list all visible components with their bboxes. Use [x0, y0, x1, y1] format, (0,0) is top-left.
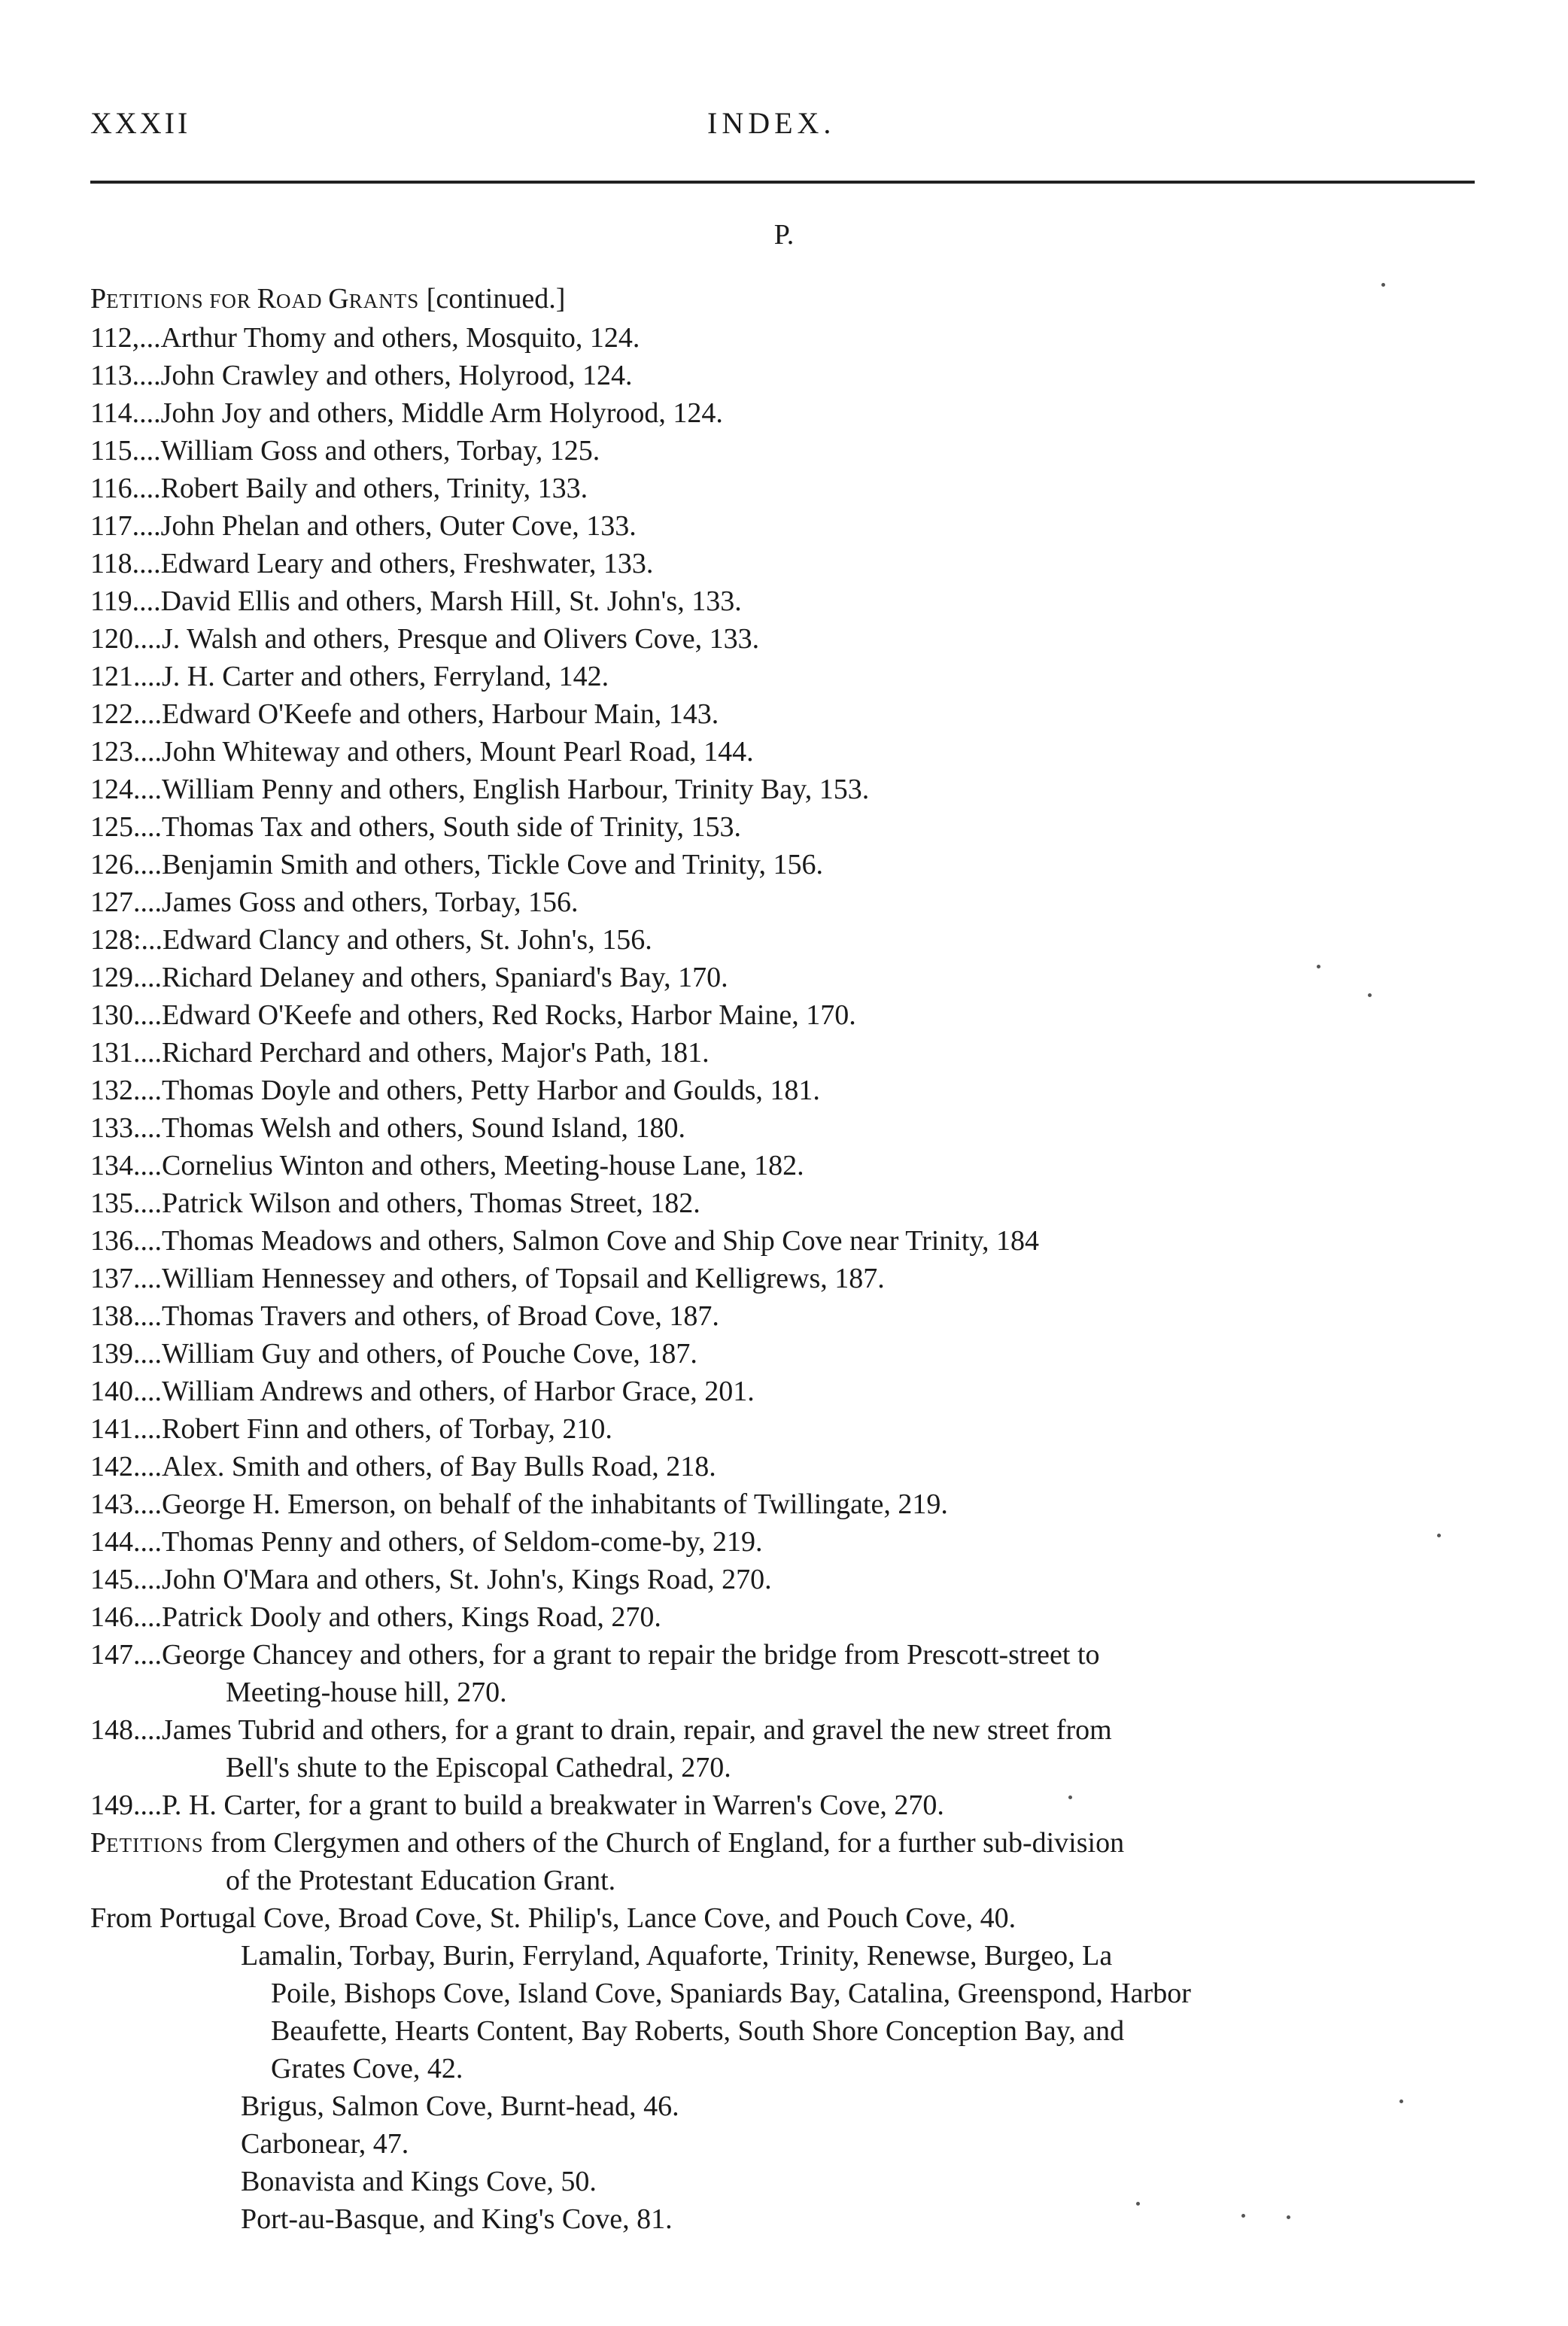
print-speck	[1136, 2202, 1140, 2206]
from-entry-continuation: Grates Cove, 42.	[271, 2053, 463, 2084]
index-entry: 116....Robert Baily and others, Trinity, 133.	[90, 473, 588, 504]
index-entry: 124....William Penny and others, English Harbour, Trinity Bay, 153.	[90, 774, 870, 805]
index-entry: 137....William Hennessey and others, of Topsail and Kelligrews, 187.	[90, 1263, 885, 1294]
from-entry: Lamalin, Torbay, Burin, Ferryland, Aquaforte, Trinity, Renewse, Burgeo, La	[241, 1940, 1113, 1972]
index-entry: 127....James Goss and others, Torbay, 156.	[90, 886, 579, 918]
print-speck	[1399, 2099, 1403, 2103]
index-entry: 112,...Arthur Thomy and others, Mosquito, 124.	[90, 322, 640, 354]
index-entry: 128:...Edward Clancy and others, St. John's, 156.	[90, 924, 652, 956]
index-entry: 140....William Andrews and others, of Harbor Grace, 201.	[90, 1376, 755, 1407]
print-speck	[1368, 993, 1372, 997]
from-entry-continuation: Poile, Bishops Cove, Island Cove, Spaniards Bay, Catalina, Greenspond, Harbor	[271, 1978, 1191, 2009]
from-entry: Carbonear, 47.	[241, 2128, 409, 2160]
index-entry: 120....J. Walsh and others, Presque and Olivers Cove, 133.	[90, 623, 760, 655]
print-speck	[1068, 1795, 1072, 1799]
index-entry: 125....Thomas Tax and others, South side of Trinity, 153.	[90, 811, 742, 843]
section-heading-church-grant: PETITIONS from Clergymen and others of the Church of England, for a further sub-division	[90, 1827, 1125, 1859]
from-entry: Bonavista and Kings Cove, 50.	[241, 2166, 597, 2197]
from-entry: From Portugal Cove, Broad Cove, St. Philip's, Lance Cove, and Pouch Cove, 40.	[90, 1902, 1016, 1934]
section-heading-continuation: of the Protestant Education Grant.	[226, 1865, 616, 1896]
index-entry: 114....John Joy and others, Middle Arm Holyrood, 124.	[90, 397, 723, 429]
index-entry: 132....Thomas Doyle and others, Petty Harbor and Goulds, 181.	[90, 1075, 820, 1106]
index-entry: 121....J. H. Carter and others, Ferryland, 142.	[90, 661, 609, 692]
index-entry: 149....P. H. Carter, for a grant to build a breakwater in Warren's Cove, 270.	[90, 1789, 944, 1821]
index-entry: 134....Cornelius Winton and others, Meeting-house Lane, 182.	[90, 1150, 804, 1181]
index-entry: 129....Richard Delaney and others, Spaniard's Bay, 170.	[90, 962, 728, 993]
index-entry: 133....Thomas Welsh and others, Sound Island, 180.	[90, 1112, 686, 1144]
from-entry: Port-au-Basque, and King's Cove, 81.	[241, 2203, 673, 2235]
index-entry: 142....Alex. Smith and others, of Bay Bulls Road, 218.	[90, 1451, 716, 1482]
print-speck	[1437, 1534, 1441, 1537]
index-entry: 135....Patrick Wilson and others, Thomas Street, 182.	[90, 1187, 700, 1219]
page-title: INDEX.	[707, 106, 836, 140]
print-speck	[1317, 965, 1320, 968]
print-speck	[1287, 2215, 1290, 2219]
index-entry: 136....Thomas Meadows and others, Salmon Cove and Ship Cove near Trinity, 184	[90, 1225, 1039, 1257]
index-entry: 117....John Phelan and others, Outer Cove, 133.	[90, 510, 637, 542]
index-entry: 143....George H. Emerson, on behalf of the inhabitants of Twillingate, 219.	[90, 1488, 948, 1520]
header-rule	[90, 181, 1475, 184]
page-number: XXXII	[90, 106, 191, 140]
from-entry-continuation: Beaufette, Hearts Content, Bay Roberts, South Shore Conception Bay, and	[271, 2015, 1125, 2047]
section-heading-road-grants: PETITIONS FOR ROAD GRANTS [continued.]	[90, 283, 566, 315]
index-entry: 130....Edward O'Keefe and others, Red Rocks, Harbor Maine, 170.	[90, 999, 856, 1031]
index-entry: 126....Benjamin Smith and others, Tickle Cove and Trinity, 156.	[90, 849, 823, 880]
section-letter: P.	[773, 219, 795, 251]
index-entry: 119....David Ellis and others, Marsh Hill, St. John's, 133.	[90, 585, 742, 617]
index-entry: 115....William Goss and others, Torbay, 125.	[90, 435, 600, 467]
print-speck	[1241, 2214, 1245, 2218]
index-entry: 113....John Crawley and others, Holyrood, 124.	[90, 360, 633, 391]
running-head	[90, 105, 1478, 151]
index-entry: 141....Robert Finn and others, of Torbay, 210.	[90, 1413, 612, 1445]
index-entry: 148....James Tubrid and others, for a grant to drain, repair, and gravel the new street from	[90, 1714, 1112, 1746]
from-entry: Brigus, Salmon Cove, Burnt-head, 46.	[241, 2090, 679, 2122]
index-entry-continuation: Bell's shute to the Episcopal Cathedral, 270.	[226, 1752, 731, 1783]
index-entry: 118....Edward Leary and others, Freshwater, 133.	[90, 548, 654, 579]
index-entry: 123....John Whiteway and others, Mount Pearl Road, 144.	[90, 736, 754, 768]
index-entry-continuation: Meeting-house hill, 270.	[226, 1677, 507, 1708]
index-entry: 138....Thomas Travers and others, of Broad Cove, 187.	[90, 1300, 719, 1332]
index-entry: 145....John O'Mara and others, St. John's, Kings Road, 270.	[90, 1564, 772, 1595]
index-entry: 147....George Chancey and others, for a grant to repair the bridge from Prescott-street to	[90, 1639, 1100, 1671]
index-entry: 146....Patrick Dooly and others, Kings Road, 270.	[90, 1601, 661, 1633]
index-entry: 139....William Guy and others, of Pouche Cove, 187.	[90, 1338, 697, 1370]
index-entry: 131....Richard Perchard and others, Major's Path, 181.	[90, 1037, 710, 1069]
print-speck	[1381, 283, 1385, 287]
index-entry: 144....Thomas Penny and others, of Seldom-come-by, 219.	[90, 1526, 763, 1558]
index-entry: 122....Edward O'Keefe and others, Harbour Main, 143.	[90, 698, 719, 730]
